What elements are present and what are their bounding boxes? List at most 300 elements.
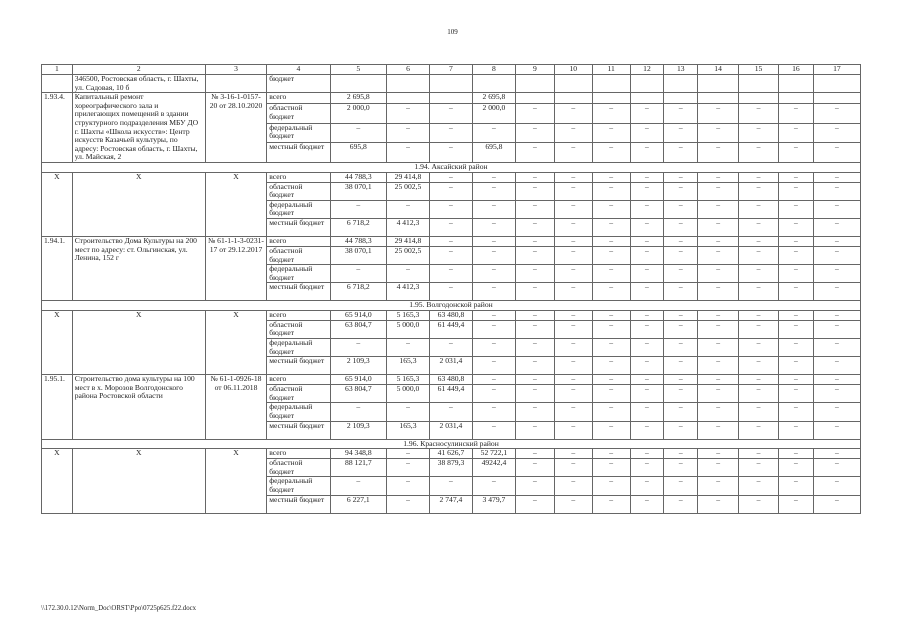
value-cell: 2 109,3 <box>330 421 386 439</box>
dash-cell: – <box>739 495 779 513</box>
value-cell: 63 480,8 <box>429 310 472 320</box>
dash-cell: – <box>813 218 860 236</box>
dash-cell: – <box>698 236 739 246</box>
value-cell <box>664 93 698 104</box>
value-cell <box>739 75 779 93</box>
value-cell: 38 070,1 <box>330 246 386 264</box>
dash-cell: – <box>664 246 698 264</box>
dash-cell: – <box>813 265 860 283</box>
document-cell: № 61-1-0926-18 от 06.11.2018 <box>205 375 266 439</box>
x-mark-cell: Х <box>205 449 266 513</box>
value-cell: 165,3 <box>386 357 429 375</box>
dash-cell: – <box>630 200 664 218</box>
budget-label-cell: бюджет <box>267 75 330 93</box>
dash-cell: – <box>664 339 698 357</box>
dash-cell: – <box>592 495 630 513</box>
dash-cell: – <box>592 172 630 182</box>
budget-label-cell: местный бюджет <box>267 218 330 236</box>
dash-cell: – <box>592 459 630 477</box>
header-cell: 4 <box>267 65 330 75</box>
value-cell: 94 348,8 <box>330 449 386 459</box>
value-cell: – <box>472 246 515 264</box>
value-cell: – <box>472 200 515 218</box>
dash-cell: – <box>554 143 592 163</box>
dash-cell: – <box>813 246 860 264</box>
dash-cell: – <box>592 357 630 375</box>
dash-cell: – <box>515 182 554 200</box>
value-cell: 88 121,7 <box>330 459 386 477</box>
value-cell: – <box>386 143 429 163</box>
dash-cell: – <box>630 421 664 439</box>
dash-cell: – <box>778 477 813 495</box>
dash-cell: – <box>515 283 554 301</box>
x-mark-cell: Х <box>42 172 73 236</box>
dash-cell: – <box>630 104 664 124</box>
value-cell: 29 414,8 <box>386 236 429 246</box>
value-cell: – <box>429 172 472 182</box>
value-cell <box>515 93 554 104</box>
value-cell: 165,3 <box>386 421 429 439</box>
dash-cell: – <box>554 357 592 375</box>
dash-cell: – <box>630 182 664 200</box>
value-cell: 5 000,0 <box>386 320 429 338</box>
value-cell: – <box>330 403 386 421</box>
table-row <box>42 75 861 93</box>
dash-cell: – <box>813 403 860 421</box>
header-cell: 8 <box>472 65 515 75</box>
value-cell: 25 002,5 <box>386 182 429 200</box>
dash-cell: – <box>698 246 739 264</box>
value-cell: 38 879,3 <box>429 459 472 477</box>
item-number-cell: 1.94.1. <box>42 236 73 300</box>
dash-cell: – <box>739 182 779 200</box>
dash-cell: – <box>554 246 592 264</box>
dash-cell: – <box>515 449 554 459</box>
dash-cell: – <box>630 375 664 385</box>
x-mark-cell: Х <box>42 310 73 374</box>
value-cell: 4 412,3 <box>386 283 429 301</box>
dash-cell: – <box>813 310 860 320</box>
dash-cell: – <box>778 459 813 477</box>
value-cell: 38 070,1 <box>330 182 386 200</box>
dash-cell: – <box>813 143 860 163</box>
x-mark-cell: Х <box>205 172 266 236</box>
item-name-cell: Строительство Дома Культуры на 200 мест по адресу: ст. Ольгинская, ул. Ленина, 152 г <box>72 236 205 300</box>
value-cell: – <box>386 459 429 477</box>
dash-cell: – <box>739 339 779 357</box>
dash-cell: – <box>554 182 592 200</box>
dash-cell: – <box>813 459 860 477</box>
budget-label-cell: федеральный бюджет <box>267 403 330 421</box>
budget-label-cell: всего <box>267 449 330 459</box>
document-cell <box>205 75 266 93</box>
dash-cell: – <box>778 357 813 375</box>
x-mark-cell: Х <box>72 172 205 236</box>
dash-cell: – <box>630 123 664 143</box>
dash-cell: – <box>778 403 813 421</box>
dash-cell: – <box>592 375 630 385</box>
value-cell <box>515 75 554 93</box>
value-cell: – <box>386 495 429 513</box>
dash-cell: – <box>664 310 698 320</box>
x-mark-cell: Х <box>42 449 73 513</box>
dash-cell: – <box>778 385 813 403</box>
dash-cell: – <box>739 310 779 320</box>
value-cell: 3 479,7 <box>472 495 515 513</box>
dash-cell: – <box>630 246 664 264</box>
dash-cell: – <box>630 218 664 236</box>
dash-cell: – <box>698 339 739 357</box>
value-cell: – <box>386 339 429 357</box>
dash-cell: – <box>698 283 739 301</box>
dash-cell: – <box>554 172 592 182</box>
dash-cell: – <box>554 449 592 459</box>
value-cell: 2 031,4 <box>429 421 472 439</box>
dash-cell: – <box>664 357 698 375</box>
dash-cell: – <box>630 283 664 301</box>
x-mark-cell: Х <box>72 449 205 513</box>
header-cell: 3 <box>205 65 266 75</box>
footer-file-path: \\172.30.0.12\Norm_Doc\ORST\Ppo\0725p625.f22.docx <box>41 605 197 612</box>
dash-cell: – <box>778 421 813 439</box>
dash-cell: – <box>739 357 779 375</box>
dash-cell: – <box>739 246 779 264</box>
dash-cell: – <box>739 265 779 283</box>
dash-cell: – <box>515 104 554 124</box>
header-cell: 7 <box>429 65 472 75</box>
dash-cell: – <box>698 403 739 421</box>
dash-cell: – <box>554 265 592 283</box>
value-cell <box>386 75 429 93</box>
value-cell <box>778 75 813 93</box>
dash-cell: – <box>554 200 592 218</box>
dash-cell: – <box>554 236 592 246</box>
dash-cell: – <box>515 265 554 283</box>
value-cell <box>554 93 592 104</box>
value-cell: 44 788,3 <box>330 236 386 246</box>
dash-cell: – <box>664 172 698 182</box>
header-cell: 11 <box>592 65 630 75</box>
dash-cell: – <box>630 385 664 403</box>
value-cell: – <box>386 200 429 218</box>
dash-cell: – <box>739 200 779 218</box>
item-number-cell <box>42 75 73 93</box>
dash-cell: – <box>592 200 630 218</box>
value-cell: 49242,4 <box>472 459 515 477</box>
header-cell: 10 <box>554 65 592 75</box>
value-cell: – <box>472 477 515 495</box>
value-cell: 695,8 <box>472 143 515 163</box>
value-cell: 2 031,4 <box>429 357 472 375</box>
dash-cell: – <box>515 495 554 513</box>
value-cell <box>472 75 515 93</box>
dash-cell: – <box>664 265 698 283</box>
value-cell: – <box>386 403 429 421</box>
dash-cell: – <box>630 320 664 338</box>
header-cell: 14 <box>698 65 739 75</box>
value-cell: 2 695,8 <box>472 93 515 104</box>
budget-label-cell: федеральный бюджет <box>267 477 330 495</box>
value-cell: – <box>429 477 472 495</box>
dash-cell: – <box>664 143 698 163</box>
dash-cell: – <box>698 104 739 124</box>
value-cell: – <box>429 236 472 246</box>
budget-label-cell: областной бюджет <box>267 246 330 264</box>
x-mark-cell: Х <box>72 310 205 374</box>
dash-cell: – <box>592 265 630 283</box>
section-heading: 1.94. Аксайский район <box>42 162 861 172</box>
page-number: 109 <box>447 28 458 36</box>
value-cell: – <box>429 182 472 200</box>
value-cell: – <box>330 123 386 143</box>
budget-label-cell: местный бюджет <box>267 283 330 301</box>
value-cell: – <box>429 339 472 357</box>
value-cell: – <box>429 200 472 218</box>
value-cell: – <box>330 200 386 218</box>
table-row <box>42 310 861 320</box>
dash-cell: – <box>664 385 698 403</box>
value-cell: 2 747,4 <box>429 495 472 513</box>
dash-cell: – <box>515 310 554 320</box>
value-cell: 63 480,8 <box>429 375 472 385</box>
budget-label-cell: областной бюджет <box>267 182 330 200</box>
section-heading: 1.95. Волгодонской район <box>42 301 861 311</box>
value-cell: 65 914,0 <box>330 310 386 320</box>
value-cell: – <box>429 246 472 264</box>
dash-cell: – <box>739 123 779 143</box>
value-cell <box>778 93 813 104</box>
dash-cell: – <box>698 421 739 439</box>
dash-cell: – <box>630 265 664 283</box>
budget-label-cell: федеральный бюджет <box>267 200 330 218</box>
dash-cell: – <box>664 236 698 246</box>
item-name-cell: Капитальный ремонт хореографического зала и прилегающих помещений в здании структурного подразделения МБУ ДО г. Шахты «Школа искусств»: Центр искусств Казачьей культуры, по адресу: Ростовская область, г. Шахты, ул. Майская, 2 <box>72 93 205 163</box>
dash-cell: – <box>630 339 664 357</box>
value-cell: – <box>429 265 472 283</box>
dash-cell: – <box>515 375 554 385</box>
dash-cell: – <box>813 495 860 513</box>
dash-cell: – <box>554 310 592 320</box>
dash-cell: – <box>778 339 813 357</box>
value-cell: – <box>386 265 429 283</box>
budget-label-cell: областной бюджет <box>267 459 330 477</box>
table-row <box>42 93 861 104</box>
value-cell: – <box>472 339 515 357</box>
dash-cell: – <box>664 477 698 495</box>
value-cell: – <box>429 218 472 236</box>
dash-cell: – <box>698 143 739 163</box>
dash-cell: – <box>813 320 860 338</box>
dash-cell: – <box>554 495 592 513</box>
dash-cell: – <box>630 403 664 421</box>
budget-label-cell: всего <box>267 172 330 182</box>
value-cell <box>813 93 860 104</box>
dash-cell: – <box>664 182 698 200</box>
value-cell: – <box>472 283 515 301</box>
dash-cell: – <box>515 246 554 264</box>
value-cell: 6 718,2 <box>330 283 386 301</box>
header-cell: 5 <box>330 65 386 75</box>
dash-cell: – <box>698 172 739 182</box>
budget-label-cell: областной бюджет <box>267 320 330 338</box>
header-cell: 13 <box>664 65 698 75</box>
dash-cell: – <box>592 385 630 403</box>
dash-cell: – <box>592 449 630 459</box>
dash-cell: – <box>515 385 554 403</box>
dash-cell: – <box>778 246 813 264</box>
dash-cell: – <box>813 236 860 246</box>
value-cell: 2 695,8 <box>330 93 386 104</box>
dash-cell: – <box>592 403 630 421</box>
dash-cell: – <box>739 385 779 403</box>
budget-label-cell: местный бюджет <box>267 357 330 375</box>
table-header-row <box>42 65 861 75</box>
header-cell: 1 <box>42 65 73 75</box>
value-cell: 6 718,2 <box>330 218 386 236</box>
dash-cell: – <box>813 283 860 301</box>
dash-cell: – <box>739 375 779 385</box>
dash-cell: – <box>698 449 739 459</box>
budget-label-cell: местный бюджет <box>267 143 330 163</box>
value-cell: 63 804,7 <box>330 385 386 403</box>
dash-cell: – <box>778 320 813 338</box>
header-cell: 9 <box>515 65 554 75</box>
value-cell: – <box>472 123 515 143</box>
value-cell: – <box>429 123 472 143</box>
dash-cell: – <box>698 320 739 338</box>
dash-cell: – <box>813 449 860 459</box>
dash-cell: – <box>592 236 630 246</box>
dash-cell: – <box>515 123 554 143</box>
value-cell: – <box>472 403 515 421</box>
dash-cell: – <box>592 218 630 236</box>
value-cell: – <box>429 283 472 301</box>
budget-label-cell: всего <box>267 310 330 320</box>
dash-cell: – <box>515 200 554 218</box>
value-cell: – <box>472 236 515 246</box>
value-cell: – <box>472 172 515 182</box>
budget-table <box>41 64 861 514</box>
value-cell <box>698 75 739 93</box>
value-cell: – <box>386 477 429 495</box>
value-cell: – <box>386 104 429 124</box>
x-mark-cell: Х <box>205 310 266 374</box>
dash-cell: – <box>698 459 739 477</box>
dash-cell: – <box>630 477 664 495</box>
item-name-cell: Строительство дома культуры на 100 мест в х. Морозов Волгодонского района Ростовской области <box>72 375 205 439</box>
value-cell: – <box>472 421 515 439</box>
value-cell <box>698 93 739 104</box>
dash-cell: – <box>515 403 554 421</box>
value-cell: 5 000,0 <box>386 385 429 403</box>
value-cell: 4 412,3 <box>386 218 429 236</box>
dash-cell: – <box>813 172 860 182</box>
value-cell: – <box>472 265 515 283</box>
value-cell: 44 788,3 <box>330 172 386 182</box>
value-cell: – <box>472 182 515 200</box>
dash-cell: – <box>664 403 698 421</box>
dash-cell: – <box>592 477 630 495</box>
budget-label-cell: всего <box>267 236 330 246</box>
dash-cell: – <box>554 339 592 357</box>
dash-cell: – <box>778 200 813 218</box>
dash-cell: – <box>739 459 779 477</box>
item-number-cell: 1.95.1. <box>42 375 73 439</box>
dash-cell: – <box>813 104 860 124</box>
dash-cell: – <box>813 200 860 218</box>
value-cell: 2 000,0 <box>330 104 386 124</box>
header-cell: 16 <box>778 65 813 75</box>
dash-cell: – <box>554 385 592 403</box>
value-cell: – <box>472 385 515 403</box>
dash-cell: – <box>698 495 739 513</box>
value-cell: 61 449,4 <box>429 385 472 403</box>
dash-cell: – <box>739 477 779 495</box>
header-cell: 17 <box>813 65 860 75</box>
value-cell: 5 165,3 <box>386 375 429 385</box>
value-cell <box>429 75 472 93</box>
dash-cell: – <box>813 421 860 439</box>
dash-cell: – <box>778 182 813 200</box>
dash-cell: – <box>698 375 739 385</box>
dash-cell: – <box>664 283 698 301</box>
dash-cell: – <box>739 143 779 163</box>
dash-cell: – <box>698 357 739 375</box>
table-row <box>42 449 861 459</box>
value-cell: – <box>330 265 386 283</box>
value-cell: 25 002,5 <box>386 246 429 264</box>
dash-cell: – <box>664 104 698 124</box>
dash-cell: – <box>698 123 739 143</box>
header-cell: 12 <box>630 65 664 75</box>
dash-cell: – <box>778 375 813 385</box>
dash-cell: – <box>630 143 664 163</box>
dash-cell: – <box>592 310 630 320</box>
budget-label-cell: областной бюджет <box>267 104 330 124</box>
dash-cell: – <box>664 320 698 338</box>
dash-cell: – <box>664 375 698 385</box>
dash-cell: – <box>813 375 860 385</box>
budget-label-cell: всего <box>267 375 330 385</box>
value-cell <box>554 75 592 93</box>
dash-cell: – <box>739 104 779 124</box>
table-row <box>42 172 861 182</box>
dash-cell: – <box>698 265 739 283</box>
dash-cell: – <box>778 172 813 182</box>
item-name-cell: 346500, Ростовская область, г. Шахты, ул. Садовая, 10 б <box>72 75 205 93</box>
dash-cell: – <box>554 104 592 124</box>
section-heading-row <box>42 301 861 311</box>
document-cell: № 3-16-1-0157-20 от 28.10.2020 <box>205 93 266 163</box>
budget-label-cell: всего <box>267 93 330 104</box>
dash-cell: – <box>778 143 813 163</box>
value-cell: – <box>330 477 386 495</box>
value-cell: 2 000,0 <box>472 104 515 124</box>
dash-cell: – <box>592 246 630 264</box>
dash-cell: – <box>592 143 630 163</box>
budget-label-cell: местный бюджет <box>267 495 330 513</box>
dash-cell: – <box>592 421 630 439</box>
dash-cell: – <box>592 104 630 124</box>
value-cell: 52 722,1 <box>472 449 515 459</box>
dash-cell: – <box>813 385 860 403</box>
value-cell <box>630 93 664 104</box>
dash-cell: – <box>698 385 739 403</box>
dash-cell: – <box>778 449 813 459</box>
dash-cell: – <box>778 495 813 513</box>
dash-cell: – <box>778 104 813 124</box>
value-cell: – <box>472 218 515 236</box>
